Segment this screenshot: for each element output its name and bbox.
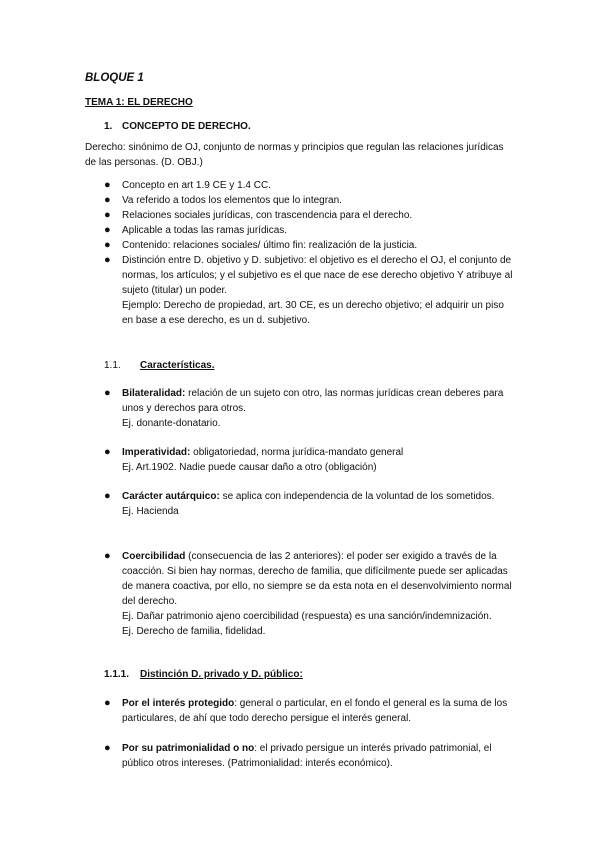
distinction-item (104, 696, 514, 726)
list-item: ● Por el interés protegido: general o particular, en el fondo el general es la suma de los particulares, de ahí que todo derecho persigue el interés general. (104, 697, 508, 724)
bullet-icon: ● (104, 224, 111, 236)
subsubsection-heading (104, 667, 303, 682)
bullet-icon: ● (104, 550, 111, 562)
bullet-icon: ● (104, 697, 111, 709)
characteristic-item (104, 549, 514, 639)
subsection-title: Características. (140, 360, 215, 371)
list-item: ● Relaciones sociales jurídicas, con trascendencia para el derecho. (104, 209, 413, 221)
example-text: Ej. Hacienda (122, 506, 179, 517)
example-text: Ej. Art.1902. Nadie puede causar daño a otro (obligación) (122, 462, 377, 473)
bullet-icon: ● (104, 742, 111, 754)
list-item: ● Va referido a todos los elementos que lo integran. (104, 194, 342, 206)
distinction-item (104, 741, 514, 771)
definition-paragraph: Derecho: sinónimo de OJ, conjunto de normas y principios que regulan las relaciones jurídicas de las personas. (D. OBJ.) (85, 142, 504, 168)
section-number: 1. (104, 121, 113, 132)
subsection-heading (104, 358, 215, 373)
bullet-icon: ● (104, 254, 111, 266)
example-text: Ej. Dañar patrimonio ajeno coercibilidad (respuesta) es una sanción/indemnización. (122, 611, 492, 622)
example-text: Ej. donante-donatario. (122, 418, 221, 429)
section-title: CONCEPTO DE DERECHO. (122, 121, 251, 132)
bullet-icon: ● (104, 387, 111, 399)
list-item: ● Bilateralidad: relación de un sujeto con otro, las normas jurídicas crean deberes para unos y derechos para otros. Ej. donante-donatario. (104, 387, 504, 429)
subsubsection-number: 1.1.1. (104, 669, 130, 680)
bullet-icon: ● (104, 239, 111, 251)
subsubsection-title: Distinción D. privado y D. público: (140, 669, 303, 680)
bullet-icon: ● (104, 446, 111, 458)
bullet-icon: ● (104, 194, 111, 206)
characteristic-item (104, 386, 514, 431)
concept-bullet-list (104, 178, 514, 328)
list-item: ● Por su patrimonialidad o no: el privado persigue un interés privado patrimonial, el público otros intereses. (Patrimonialidad: interés económico). (104, 742, 492, 769)
list-item: ● Aplicable a todas las ramas jurídicas. (104, 224, 288, 236)
bullet-icon: ● (104, 490, 111, 502)
list-item: ● Carácter autárquico: se aplica con independencia de la voluntad de los sometidos. Ej. Hacienda (104, 490, 495, 517)
list-item: ● Coercibilidad (consecuencia de las 2 anteriores): el poder ser exigido a través de la coacción. Si bien hay normas, derecho de familia, que difícilmente puede ser aplicadas de manera coactiva, por ello, no siempre se da esta nota en el desenvolvimiento normal del derecho. Ej. Dañar patrimonio ajeno coercibilidad (respuesta) es una sanción/indemnización. Ej. Derecho de familia, fidelidad. (104, 550, 512, 637)
example-text: Ej. Derecho de familia, fidelidad. (122, 626, 266, 637)
example-text: Ejemplo: Derecho de propiedad, art. 30 CE, es un derecho objetivo; el adquirir un piso en base a ese derecho, es un d. subjetivo. (122, 300, 504, 326)
bullet-icon: ● (104, 209, 111, 221)
topic-heading: TEMA 1: EL DERECHO (85, 97, 193, 108)
list-item: ● Contenido: relaciones sociales/ último fin: realización de la justicia. (104, 239, 418, 251)
bullet-icon: ● (104, 179, 111, 191)
list-item: ● Imperatividad: obligatoriedad, norma jurídica-mandato general Ej. Art.1902. Nadie puede causar daño a otro (obligación) (104, 446, 404, 473)
characteristic-item (104, 489, 514, 519)
section-heading (104, 119, 251, 134)
list-item: ● Concepto en art 1.9 CE y 1.4 CC. (104, 179, 271, 191)
subsection-number: 1.1. (104, 360, 121, 371)
block-heading: BLOQUE 1 (85, 72, 144, 84)
characteristic-item (104, 445, 514, 475)
list-item: ● Distinción entre D. objetivo y D. subjetivo: el objetivo es el derecho el OJ, el conjunto de normas, los artículos; y el subjetivo es el que nace de ese derecho objetivo Y atribuye al sujeto (titular) un poder. Ejemplo: Derecho de propiedad, art. 30 CE, es un derecho objetivo; el adquirir un piso en base a ese derecho, es un d. subjetivo. (104, 254, 513, 326)
